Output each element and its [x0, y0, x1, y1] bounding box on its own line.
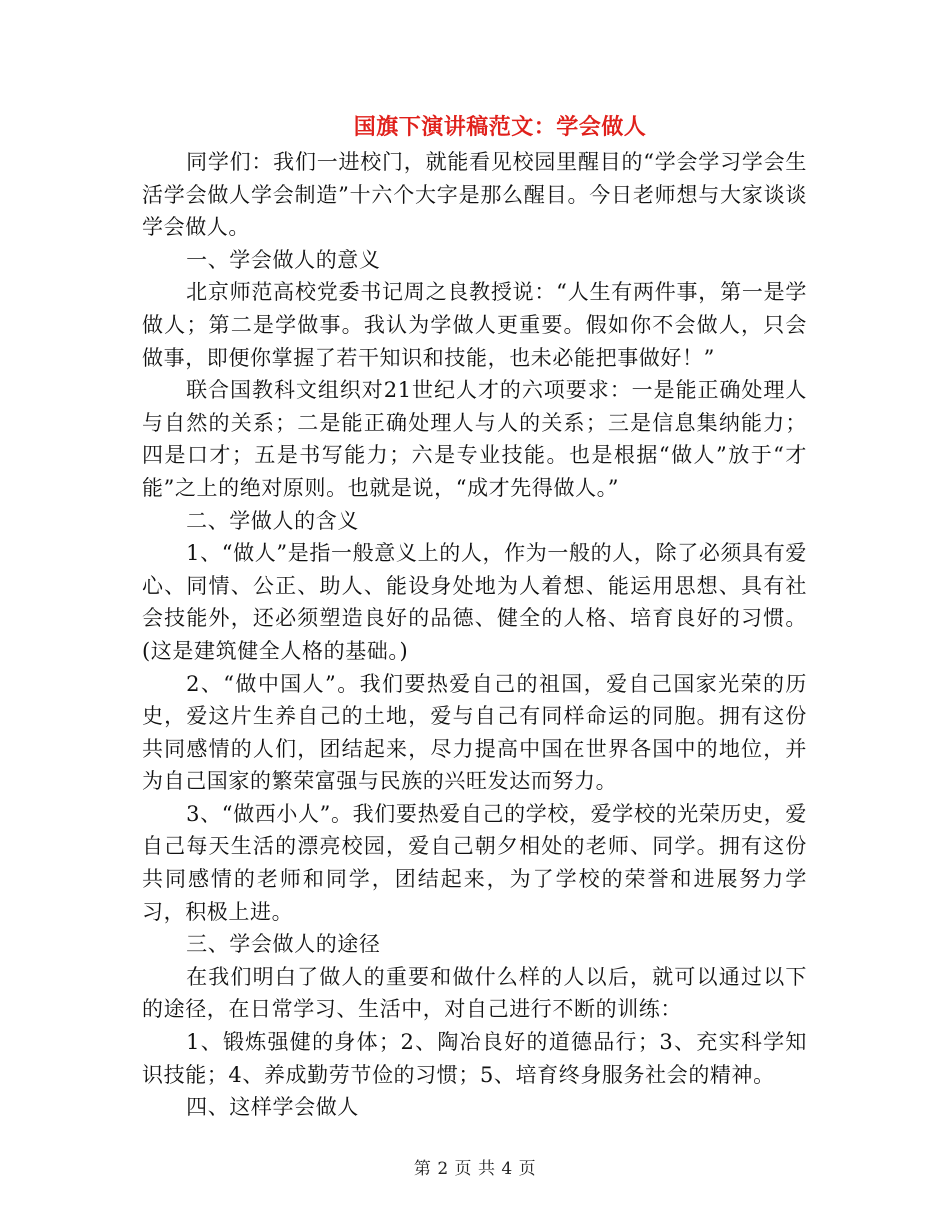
paragraph-methods-intro: 在我们明白了做人的重要和做什么样的人以后，就可以通过以下的途径，在日常学习、生活中，对自己进行不断的训练：: [142, 964, 807, 1022]
heading-section-1: 一、学会做人的意义: [186, 247, 381, 272]
paragraph-greeting: 同学们：我们一进校门，就能看见校园里醒目的“学会学习学会生活学会做人学会制造”十六个大字是那么醒目。今日老师想与大家谈谈学会做人。: [142, 150, 807, 240]
heading-section-4: 四、这样学会做人: [186, 1095, 359, 1120]
document-title: 国旗下演讲稿范文：学会做人: [353, 114, 647, 140]
heading-section-3: 三、学会做人的途径: [186, 932, 381, 957]
heading-section-2: 二、学做人的含义: [186, 508, 359, 533]
page-footer: 第 2 页 共 4 页: [413, 1159, 537, 1179]
paragraph-point-2: 2、“做中国人”。我们要热爱自己的祖国，爱自己国家光荣的历史，爱这片生养自己的土地，爱与自己有同样命运的同胞。拥有这份共同感情的人们，团结起来，尽力提高中国在世界各国中的地位，并为自己国家的繁荣富强与民族的兴旺发达而努力。: [142, 671, 807, 794]
paragraph-quote: 北京师范高校党委书记周之良教授说：“人生有两件事，第一是学做人；第二是学做事。我认为学做人更重要。假如你不会做人，只会做事，即便你掌握了若干知识和技能，也未必能把事做好！”: [142, 280, 807, 370]
paragraph-point-3: 3、“做西小人”。我们要热爱自己的学校，爱学校的光荣历史，爱自己每天生活的漂亮校园，爱自己朝夕相处的老师、同学。拥有这份共同感情的老师和同学，团结起来，为了学校的荣誉和进展努力学习，积极上进。: [142, 801, 807, 924]
paragraph-methods-list: 1、锻炼强健的身体；2、陶冶良好的道德品行；3、充实科学知识技能；4、养成勤劳节俭的习惯；5、培育终身服务社会的精神。: [142, 1030, 807, 1087]
document-body: [142, 146, 807, 1124]
paragraph-unesco: 联合国教科文组织对21世纪人才的六项要求：一是能正确处理人与自然的关系；二是能正确处理人与人的关系；三是信息集纳能力；四是口才；五是书写能力；六是专业技能。也是根据“做人”放于“才能”之上的绝对原则。也就是说，“成才先得做人。”: [142, 378, 807, 500]
paragraph-point-1: 1、“做人”是指一般意义上的人，作为一般的人，除了必须具有爱心、同情、公正、助人、能设身处地为人着想、能运用思想、具有社会技能外，还必须塑造良好的品德、健全的人格、培育良好的习惯。(这是建筑健全人格的基础。): [142, 541, 807, 663]
